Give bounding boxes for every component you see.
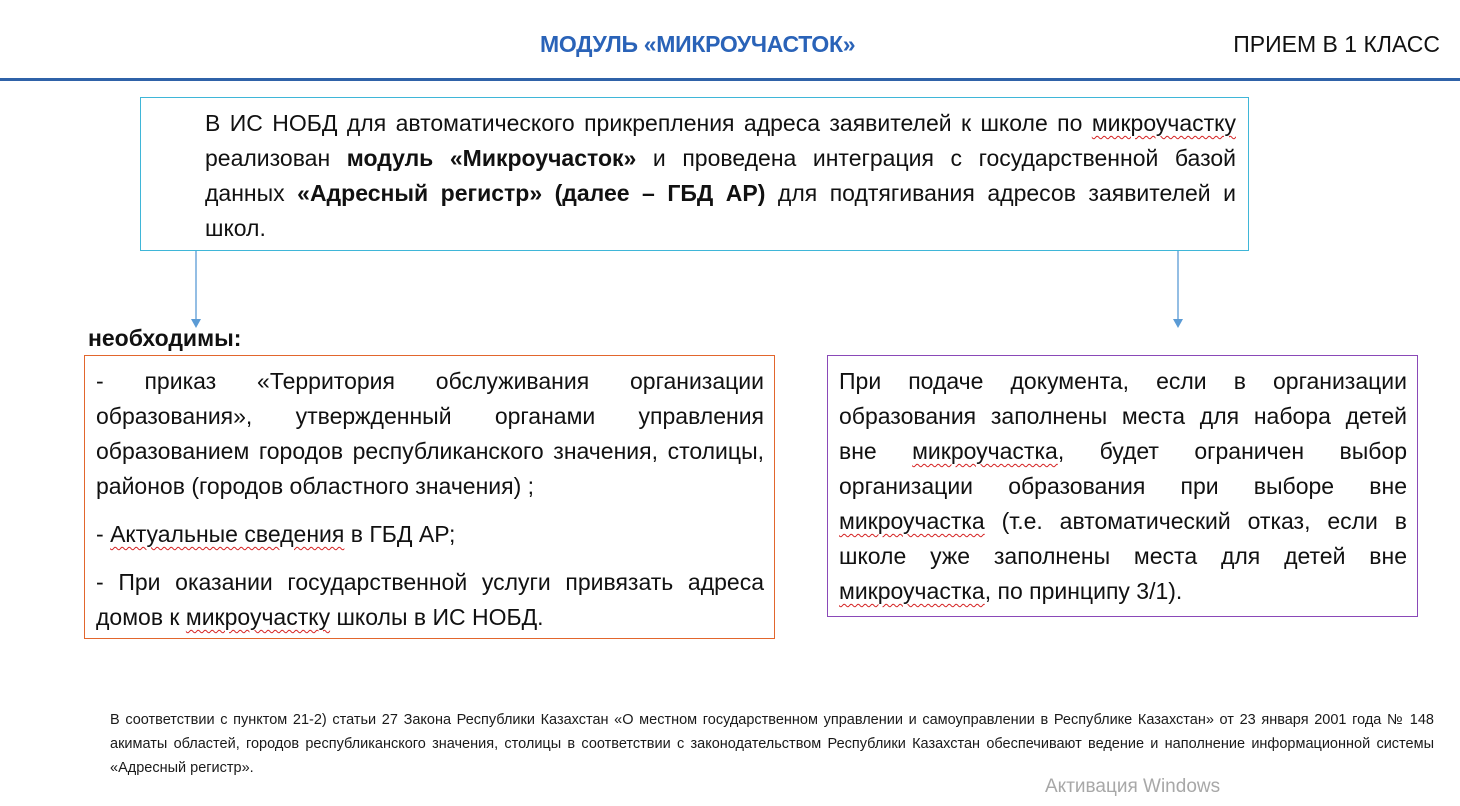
intro-box (140, 97, 1249, 251)
header-divider (0, 78, 1460, 81)
requirement-misspelled-word: микроучастку (185, 604, 331, 630)
intro-text (152, 106, 1236, 246)
requirement-item (96, 565, 764, 635)
page-title: МОДУЛЬ «МИКРОУЧАСТОК» (540, 31, 856, 57)
restriction-part: , по принципу 3/1). (984, 578, 1183, 604)
restriction-box (827, 355, 1418, 617)
intro-bold-module: модуль «Микроучасток» (346, 145, 637, 171)
right-arrow (1168, 251, 1188, 331)
restriction-part: , будет ограничен выбор организации образования при выборе вне (839, 438, 1407, 499)
intro-misspelled-word: микроучастку (1091, 110, 1236, 136)
restriction-misspelled-word: микроучастка (839, 578, 985, 604)
restriction-part: (т.е. автоматический отказ, если в школе уже заполнены места для детей вне (839, 508, 1407, 569)
needed-label: необходимы: (88, 325, 242, 351)
windows-activation-watermark: Активация Windows (1045, 776, 1221, 797)
requirements-box (84, 355, 775, 639)
requirement-part: школы в ИС НОБД. (330, 604, 544, 630)
requirement-part: в ГБД АР; (344, 521, 456, 547)
requirement-item: - приказ «Территория обслуживания организации образования», утвержденный органами управления образованием городов республиканского значения, столицы, районов (городов областного значения) ; (96, 368, 764, 499)
requirement-part: - При оказании государственной услуги привязать адреса домов к (96, 569, 764, 630)
section-label: ПРИЕМ В 1 КЛАСС (1233, 31, 1440, 57)
intro-part: В ИС НОБД для автоматического прикрепления адреса заявителей к школе по (205, 110, 1092, 136)
intro-part: реализован (205, 145, 347, 171)
requirement-part: - (96, 521, 111, 547)
requirement-misspelled-word: Актуальные сведения (110, 521, 345, 547)
requirement-item (96, 517, 764, 552)
restriction-part: При подаче документа, если в организации образования заполнены места для набора детей вне (839, 368, 1407, 464)
restriction-misspelled-word: микроучастка (912, 438, 1058, 464)
left-arrow (186, 251, 206, 331)
intro-part: для подтягивания адресов заявителей и школ. (205, 180, 1236, 241)
intro-bold-registry: «Адресный регистр» (далее – ГБД АР) (297, 180, 766, 206)
legal-footnote (56, 708, 1434, 780)
footnote-text: В соответствии с пунктом 21-2) статьи 27 Закона Республики Казахстан «О местном государственном управлении и самоуправлении в Республике Казахстан» от 23 января 2001 года № 148 акиматы областей, городов республиканского значения, столицы в соответствии с законодательством Республики Казахстан обеспечивают ведение и наполнение информационной системы «Адресный регистр». (110, 712, 1434, 776)
intro-part: и проведена интеграция с государственной базой данных (205, 145, 1237, 206)
restriction-misspelled-word: микроучастка (839, 508, 985, 534)
